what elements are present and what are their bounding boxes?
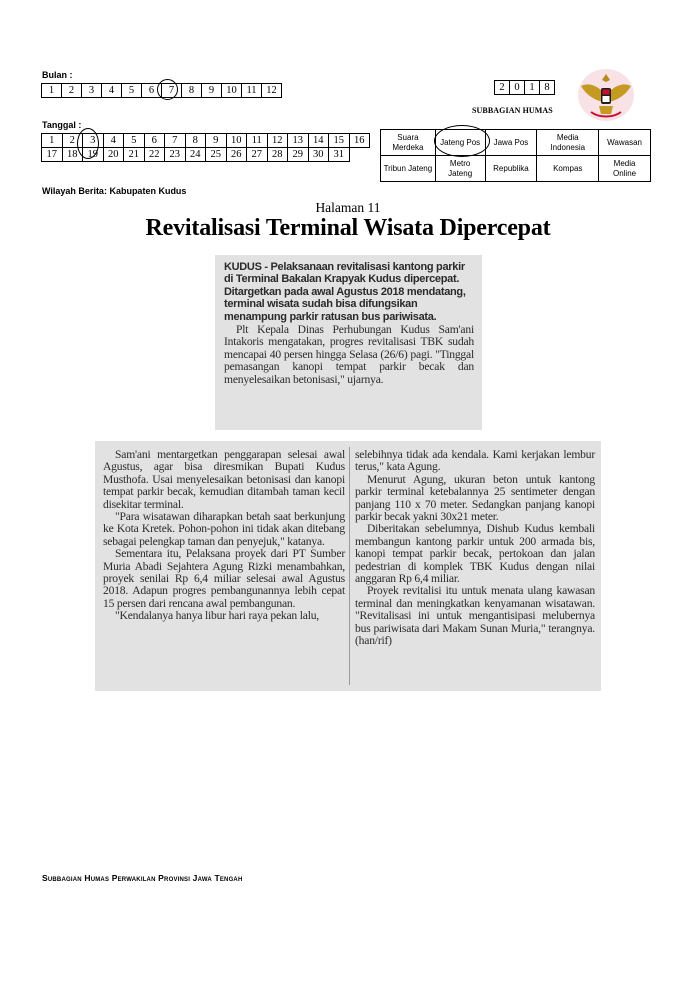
day-cell-6: 6 xyxy=(144,134,165,148)
day-cell-7: 7 xyxy=(165,134,186,148)
media-republika: Republika xyxy=(485,156,537,182)
article-paragraph: Diberitakan sebelumnya, Dishub Kudus kembali membangun kantong parkir untuk 200 armada bis, kanopi tempat parkir becak, pertokoan dan jalan pedestrian di komplek TBK Kudus dengan nilai anggaran Rp 6,4 miliar. xyxy=(355,522,595,586)
year-digit-8: 8 xyxy=(540,81,555,95)
month-cell-3: 3 xyxy=(82,84,102,98)
month-cell-12: 12 xyxy=(262,84,282,98)
month-cell-4: 4 xyxy=(102,84,122,98)
article-paragraph: Sementara itu, Pelaksana proyek dari PT Sumber Muria Abadi Sejahtera Agung Rizki menambahkan, proyek senilai Rp 6,4 miliar selesai awal Agustus 2018. Adapun progres pembangunannya lebih cepat 15 persen dari rencana awal pembangunan. xyxy=(103,547,345,610)
month-cell-10: 10 xyxy=(222,84,242,98)
article-paragraph: Sam'ani mentargetkan penggarapan selesai awal Agustus, agar bisa diresmikan Bupati Kudus Musthofa. Usai menyelesaikan betonisasi dan kanopi tempat parkir becak, kemudian ditambah taman kecil disekitar terminal. xyxy=(103,448,345,511)
garuda-emblem-icon xyxy=(577,68,635,122)
day-cell-13: 13 xyxy=(288,134,309,148)
column-right xyxy=(355,449,595,648)
media-wawasan: Wawasan xyxy=(599,130,651,156)
footer-text: Subbagian Humas Perwakilan Provinsi Jawa Tengah xyxy=(42,873,243,883)
month-cell-11: 11 xyxy=(242,84,262,98)
subbagian-humas-label: SUBBAGIAN HUMAS xyxy=(472,106,553,115)
column-divider xyxy=(349,447,350,685)
day-cell-25: 25 xyxy=(206,148,227,162)
article-paragraph: Plt Kepala Dinas Perhubungan Kudus Sam'ani Intakoris mengatakan, progres revitalisasi TBK sudah mencapai 40 persen hingga Selasa (26/6) pagi. "Tinggal pemasangan kanopi tempat parkir becak dan menyelesaikan betonisasi," ujarnya. xyxy=(224,323,474,386)
media-kompas: Kompas xyxy=(537,156,599,182)
year-digit-1: 1 xyxy=(525,81,540,95)
day-cell-27: 27 xyxy=(247,148,268,162)
selected-media-circle xyxy=(434,125,490,157)
day-cell-2: 2 xyxy=(62,134,83,148)
day-cell-29: 29 xyxy=(288,148,309,162)
article-paragraph: "Para wisatawan diharapkan betah saat berkunjung ke Kota Kretek. Pohon-pohon ini tidak akan ditebang sebagai pelengkap taman dan penyejuk," katanya. xyxy=(103,510,345,548)
media-tribun-jateng: Tribun Jateng xyxy=(381,156,436,182)
day-cell-28: 28 xyxy=(267,148,288,162)
media-jateng-pos: Jateng Pos xyxy=(435,130,485,156)
day-cell-15: 15 xyxy=(329,134,350,148)
headline: Revitalisasi Terminal Wisata Dipercepat xyxy=(145,215,551,241)
wilayah-berita: Wilayah Berita: Kabupaten Kudus xyxy=(42,186,187,196)
month-cell-8: 8 xyxy=(182,84,202,98)
day-cell-22: 22 xyxy=(144,148,165,162)
selected-month-circle xyxy=(157,79,178,100)
tanggal-label: Tanggal : xyxy=(42,120,82,130)
month-cell-1: 1 xyxy=(42,84,62,98)
media-metro-jateng: Metro Jateng xyxy=(435,156,485,182)
day-cell-4: 4 xyxy=(103,134,124,148)
day-cell-9: 9 xyxy=(206,134,227,148)
article-paragraph: selebihnya tidak ada kendala. Kami kerjakan lembur terus," kata Agung. xyxy=(355,448,595,474)
month-cell-2: 2 xyxy=(62,84,82,98)
day-cell-20: 20 xyxy=(103,148,124,162)
day-cell-30: 30 xyxy=(308,148,329,162)
day-cell-19: 19 xyxy=(83,148,104,162)
media-table xyxy=(380,129,651,182)
day-cell-23: 23 xyxy=(165,148,186,162)
column-left xyxy=(103,449,345,623)
day-cell-18: 18 xyxy=(62,148,83,162)
day-cell-17: 17 xyxy=(42,148,63,162)
day-cell-26: 26 xyxy=(226,148,247,162)
day-cell-24: 24 xyxy=(185,148,206,162)
day-cell-10: 10 xyxy=(226,134,247,148)
year-table xyxy=(494,80,555,95)
media-media-online: Media Online xyxy=(599,156,651,182)
article-paragraph: Menurut Agung, ukuran beton untuk kantong parkir terminal ketebalannya 25 sentimeter dengan panjang 110 x 70 meter. Sedangkan panjang kanopi parkir becak yakni 30x21 meter. xyxy=(355,472,595,524)
page-number: Halaman 11 xyxy=(315,200,381,215)
media-jawa-pos: Jawa Pos xyxy=(485,130,537,156)
year-digit-2: 2 xyxy=(495,81,510,95)
selected-date-circle xyxy=(77,128,99,159)
month-cell-9: 9 xyxy=(202,84,222,98)
month-cell-7: 7 xyxy=(162,84,182,98)
year-digit-0: 0 xyxy=(510,81,525,95)
day-cell-31: 31 xyxy=(329,148,350,162)
article-paragraph: "Kendalanya hanya libur hari raya pekan lalu, xyxy=(115,609,320,623)
day-cell-1: 1 xyxy=(42,134,63,148)
day-cell-16: 16 xyxy=(349,134,370,148)
day-cell-11: 11 xyxy=(247,134,268,148)
bulan-label: Bulan : xyxy=(42,70,73,80)
article-paragraph: Proyek revitalisi itu untuk menata ulang kawasan terminal dan meningkatkan kenyamanan wisatawan. "Revitalisasi ini untuk mengantisipasi melubernya bus pariwisata dari Makam Sunan Muria," terangnya. (han/rif) xyxy=(355,584,595,648)
day-cell-5: 5 xyxy=(124,134,145,148)
month-cell-6: 6 xyxy=(142,84,162,98)
media-media-indonesia: Media Indonesia xyxy=(537,130,599,156)
clipping-body xyxy=(95,441,601,691)
clipping-top xyxy=(215,255,482,430)
media-suara-merdeka: Suara Merdeka xyxy=(381,130,436,156)
day-cell-21: 21 xyxy=(124,148,145,162)
day-cell-14: 14 xyxy=(308,134,329,148)
month-cell-5: 5 xyxy=(122,84,142,98)
day-cell-12: 12 xyxy=(267,134,288,148)
day-cell-8: 8 xyxy=(185,134,206,148)
day-cell-3: 3 xyxy=(83,134,104,148)
article-lead: KUDUS - Pelaksanaan revitalisasi kantong parkir di Terminal Bakalan Krapyak Kudus dipercepat. Ditargetkan pada awal Agustus 2018 mendatang, terminal wisata sudah bisa difungsikan menampung parkir ratusan bus pariwisata. xyxy=(224,261,466,323)
